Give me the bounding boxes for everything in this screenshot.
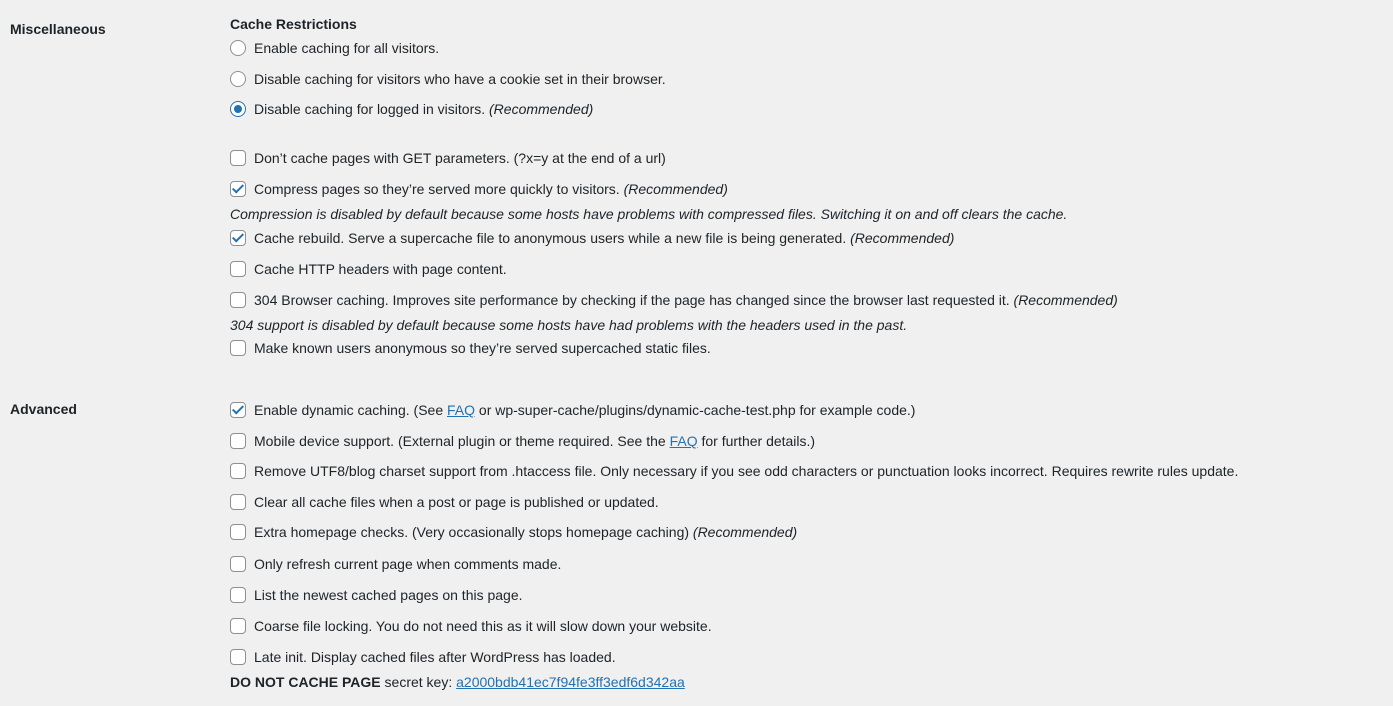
secret-key-row bbox=[230, 672, 685, 692]
secret-key-link[interactable]: a2000bdb41ec7f94fe3ff3edf6d342aa bbox=[456, 674, 685, 690]
cache-restrictions-heading: Cache Restrictions bbox=[230, 16, 357, 32]
checkbox-row-coarse-file-locking[interactable] bbox=[230, 616, 712, 636]
checkbox-clear-cache-on-publish[interactable] bbox=[230, 494, 246, 510]
recommended-tag: (Recommended) bbox=[1013, 292, 1118, 308]
section-label-advanced: Advanced bbox=[10, 401, 77, 417]
checkbox-compress-pages[interactable] bbox=[230, 181, 246, 197]
checkbox-row-http-headers[interactable] bbox=[230, 259, 507, 279]
checkbox-label[interactable]: Only refresh current page when comments made. bbox=[254, 556, 562, 572]
checkbox-row-late-init[interactable] bbox=[230, 647, 616, 667]
section-label-miscellaneous: Miscellaneous bbox=[10, 21, 106, 37]
checkbox-label[interactable]: Late init. Display cached files after WordPress has loaded. bbox=[254, 649, 616, 665]
radio-cookie-visitors[interactable] bbox=[230, 71, 246, 87]
radio-all-visitors[interactable] bbox=[230, 40, 246, 56]
checkbox-row-compress-pages[interactable] bbox=[230, 179, 728, 199]
checkbox-label[interactable]: Don’t cache pages with GET parameters. (?x=y at the end of a url) bbox=[254, 150, 666, 166]
checkbox-row-anonymous-users[interactable] bbox=[230, 338, 711, 358]
radio-label[interactable]: Disable caching for logged in visitors. bbox=[254, 101, 486, 117]
checkbox-row-dynamic-caching[interactable] bbox=[230, 400, 915, 420]
checkbox-label[interactable]: List the newest cached pages on this page. bbox=[254, 587, 523, 603]
checkbox-label[interactable]: Remove UTF8/blog charset support from .htaccess file. Only necessary if you see odd characters or punctuation looks incorrect. Requires rewrite rules update. bbox=[254, 463, 1239, 479]
checkbox-label[interactable]: Coarse file locking. You do not need this as it will slow down your website. bbox=[254, 618, 712, 634]
checkbox-label[interactable]: Mobile device support. (External plugin or theme required. See the FAQ for further details.) bbox=[254, 433, 816, 449]
checkbox-label[interactable]: Cache HTTP headers with page content. bbox=[254, 261, 507, 277]
checkbox-late-init[interactable] bbox=[230, 649, 246, 665]
checkbox-row-304-browser-caching[interactable] bbox=[230, 290, 1118, 310]
checkbox-refresh-on-comments[interactable] bbox=[230, 556, 246, 572]
checkbox-http-headers[interactable] bbox=[230, 261, 246, 277]
checkbox-row-remove-utf8[interactable] bbox=[230, 461, 1238, 481]
checkbox-label[interactable]: Cache rebuild. Serve a supercache file to anonymous users while a new file is being generated. bbox=[254, 230, 847, 246]
radio-logged-in-visitors[interactable] bbox=[230, 101, 246, 117]
checkbox-extra-homepage-checks[interactable] bbox=[230, 524, 246, 540]
checkbox-list-newest-cached[interactable] bbox=[230, 587, 246, 603]
recommended-tag: (Recommended) bbox=[623, 181, 728, 197]
checkbox-remove-utf8[interactable] bbox=[230, 463, 246, 479]
checkbox-row-mobile-support[interactable] bbox=[230, 431, 815, 451]
radio-option-all-visitors[interactable] bbox=[230, 38, 439, 58]
radio-label[interactable]: Enable caching for all visitors. bbox=[254, 40, 440, 56]
checkbox-label[interactable]: Enable dynamic caching. (See FAQ or wp-super-cache/plugins/dynamic-cache-test.php for example code.) bbox=[254, 402, 916, 418]
checkbox-mobile-support[interactable] bbox=[230, 433, 246, 449]
checkbox-row-refresh-on-comments[interactable] bbox=[230, 554, 561, 574]
checkbox-row-cache-rebuild[interactable] bbox=[230, 228, 954, 248]
radio-option-cookie-visitors[interactable] bbox=[230, 69, 666, 89]
checkbox-label[interactable]: Make known users anonymous so they’re served supercached static files. bbox=[254, 340, 711, 356]
checkbox-label[interactable]: Extra homepage checks. (Very occasionally stops homepage caching) bbox=[254, 524, 690, 540]
checkbox-dynamic-caching[interactable] bbox=[230, 402, 246, 418]
checkbox-label[interactable]: Compress pages so they’re served more quickly to visitors. bbox=[254, 181, 620, 197]
checkbox-label[interactable]: 304 Browser caching. Improves site performance by checking if the page has changed since the browser last requested it. bbox=[254, 292, 1010, 308]
recommended-tag: (Recommended) bbox=[692, 524, 798, 540]
faq-link[interactable]: FAQ bbox=[447, 402, 476, 418]
checkbox-row-list-newest-cached[interactable] bbox=[230, 585, 523, 605]
compression-note: Compression is disabled by default because some hosts have problems with compressed files. Switching it on and off clears the cache. bbox=[230, 206, 1068, 222]
recommended-tag: (Recommended) bbox=[489, 101, 594, 117]
secret-key-label: secret key: bbox=[384, 674, 453, 690]
checkbox-label[interactable]: Clear all cache files when a post or page is published or updated. bbox=[254, 494, 659, 510]
recommended-tag: (Recommended) bbox=[850, 230, 955, 246]
support-304-note: 304 support is disabled by default because some hosts have had problems with the headers used in the past. bbox=[230, 317, 908, 333]
checkbox-row-clear-cache-on-publish[interactable] bbox=[230, 492, 659, 512]
checkbox-coarse-file-locking[interactable] bbox=[230, 618, 246, 634]
checkbox-get-parameters[interactable] bbox=[230, 150, 246, 166]
radio-label[interactable]: Disable caching for visitors who have a cookie set in their browser. bbox=[254, 71, 666, 87]
checkbox-anonymous-users[interactable] bbox=[230, 340, 246, 356]
secret-key-bold-label: DO NOT CACHE PAGE bbox=[230, 674, 381, 690]
faq-link[interactable]: FAQ bbox=[669, 433, 698, 449]
radio-option-logged-in-visitors[interactable] bbox=[230, 99, 593, 119]
checkbox-row-extra-homepage-checks[interactable] bbox=[230, 522, 797, 542]
checkbox-cache-rebuild[interactable] bbox=[230, 230, 246, 246]
checkbox-304-browser-caching[interactable] bbox=[230, 292, 246, 308]
checkbox-row-get-parameters[interactable] bbox=[230, 148, 666, 168]
